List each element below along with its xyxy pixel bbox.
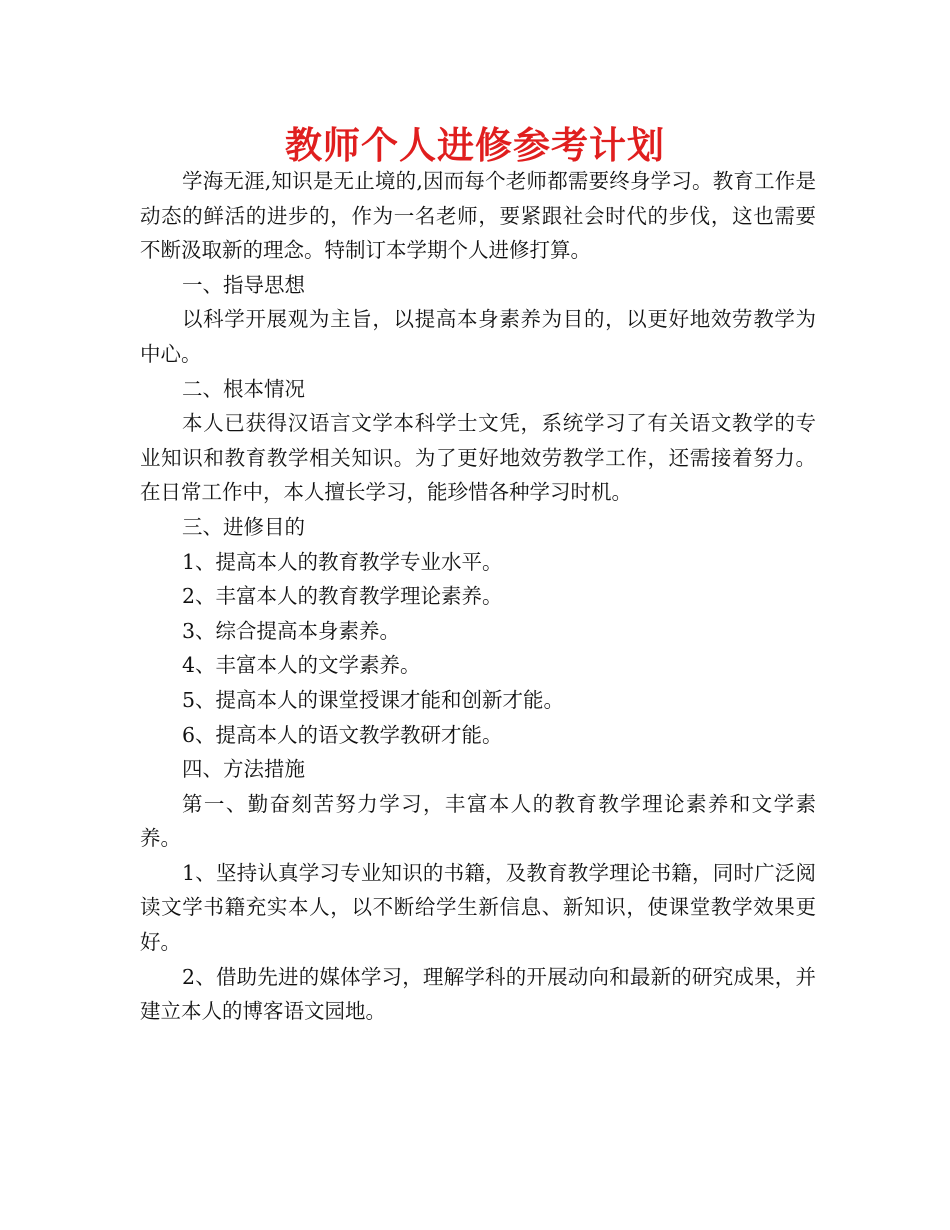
paragraph-guiding-thought: 以科学开展观为主旨，以提高本身素养为目的，以更好地效劳教学为中心。: [140, 307, 816, 366]
section-heading-methods: 四、方法措施: [182, 757, 305, 782]
list-item-goal-4: 4、丰富本人的文学素养。: [182, 653, 421, 678]
list-item-goal-5: 5、提高本人的课堂授课才能和创新才能。: [182, 687, 565, 712]
document-body: [140, 164, 816, 1029]
paragraph-intro: 学海无涯,知识是无止境的,因而每个老师都需要终身学习。教育工作是动态的鲜活的进步的，作为一名老师，要紧跟社会时代的步伐，这也需要不断汲取新的理念。特制订本学期个人进修打算。: [140, 169, 816, 263]
list-item-goal-1: 1、提高本人的教育教学专业水平。: [182, 549, 503, 574]
list-item-goal-2: 2、丰富本人的教育教学理论素养。: [182, 584, 503, 609]
list-item-goal-6: 6、提高本人的语文教学教研才能。: [182, 722, 503, 747]
paragraph-method-first: 第一、勤奋刻苦努力学习，丰富本人的教育教学理论素养和文学素养。: [140, 791, 816, 851]
document-title: 教师个人进修参考计划: [285, 124, 665, 167]
list-item-method-2: 2、借助先进的媒体学习，理解学科的开展动向和最新的研究成果，并建立本人的博客语文园地。: [140, 964, 816, 1024]
section-heading-guiding-thought: 一、指导思想: [182, 272, 305, 297]
paragraph-basic-situation: 本人已获得汉语言文学本科学士文凭，系统学习了有关语文教学的专业知识和教育教学相关知识。为了更好地效劳教学工作，还需接着努力。在日常工作中，本人擅长学习，能珍惜各种学习时机。: [140, 411, 816, 505]
section-heading-goals: 三、进修目的: [182, 514, 305, 539]
section-heading-basic-situation: 二、根本情况: [182, 376, 305, 401]
list-item-method-1: 1、坚持认真学习专业知识的书籍，及教育教学理论书籍，同时广泛阅读文学书籍充实本人，以不断给学生新信息、新知识，使课堂教学效果更好。: [140, 860, 816, 955]
list-item-goal-3: 3、综合提高本身素养。: [182, 618, 401, 643]
